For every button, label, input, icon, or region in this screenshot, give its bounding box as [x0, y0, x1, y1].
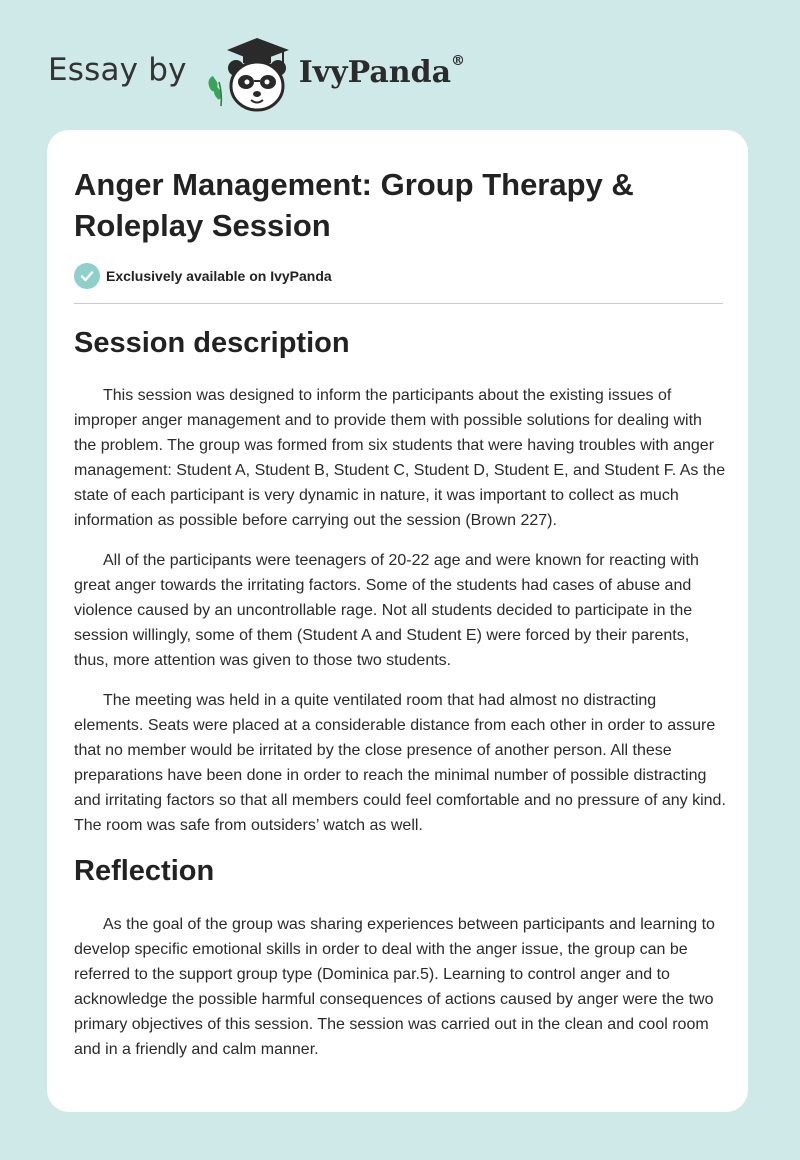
essay-card — [47, 130, 748, 1112]
essay-body — [74, 320, 726, 1062]
brand-header — [48, 34, 465, 114]
registered-mark: ® — [451, 52, 466, 69]
brand-name[interactable] — [298, 52, 466, 90]
paragraph: This session was designed to inform the participants about the existing issues of improper anger management and to provide them with possible solutions for dealing with the problem. The group was formed from six students that were having troubles with anger management: Student A, Student B, Student C, Student D, Student E, and Student F. As the state of each participant is very dynamic in nature, it was important to collect as much information as possible before carrying out the session (Brown 227). — [74, 387, 726, 529]
exclusive-badge — [74, 263, 332, 289]
section-heading-reflection: Reflection — [74, 855, 215, 887]
check-circle-icon — [74, 263, 100, 289]
brand-name-text: IvyPanda — [298, 54, 452, 90]
brand-prefix: Essay by — [48, 52, 187, 88]
ivy-leaf-icon — [208, 76, 221, 106]
page-title: Anger Management: Group Therapy & Roleplay Session — [74, 167, 634, 243]
exclusive-badge-text: Exclusively available on IvyPanda — [106, 268, 332, 284]
title-divider — [74, 303, 723, 304]
paragraph: The meeting was held in a quite ventilated room that had almost no distracting elements. Seats were placed at a considerable distance from each other in order to assure that no member would be irritated by the close presence of another person. All these preparations have been done in order to reach the minimal number of possible distracting and irritating factors so that all members could feel comfortable and no pressure of any kind. The room was safe from outsiders’ watch as well. — [74, 692, 726, 834]
panda-logo-icon[interactable] — [205, 34, 291, 114]
paragraph: All of the participants were teenagers of 20-22 age and were known for reacting with great anger towards the irritating factors. Some of the students had cases of abuse and violence caused by an uncontrollable rage. Not all students decided to participate in the session willingly, some of them (Student A and Student E) were forced by their parents, thus, more attention was given to those two students. — [74, 552, 699, 669]
section-heading-session-description: Session description — [74, 327, 350, 359]
paragraph: As the goal of the group was sharing experiences between participants and learning to develop specific emotional skills in order to deal with the anger issue, the group can be referred to the support group type (Dominica par.5). Learning to control anger and to acknowledge the possible harmful consequences of actions caused by anger were the two primary objectives of this session. The session was carried out in the clean and cool room and in a friendly and calm manner. — [74, 916, 715, 1058]
